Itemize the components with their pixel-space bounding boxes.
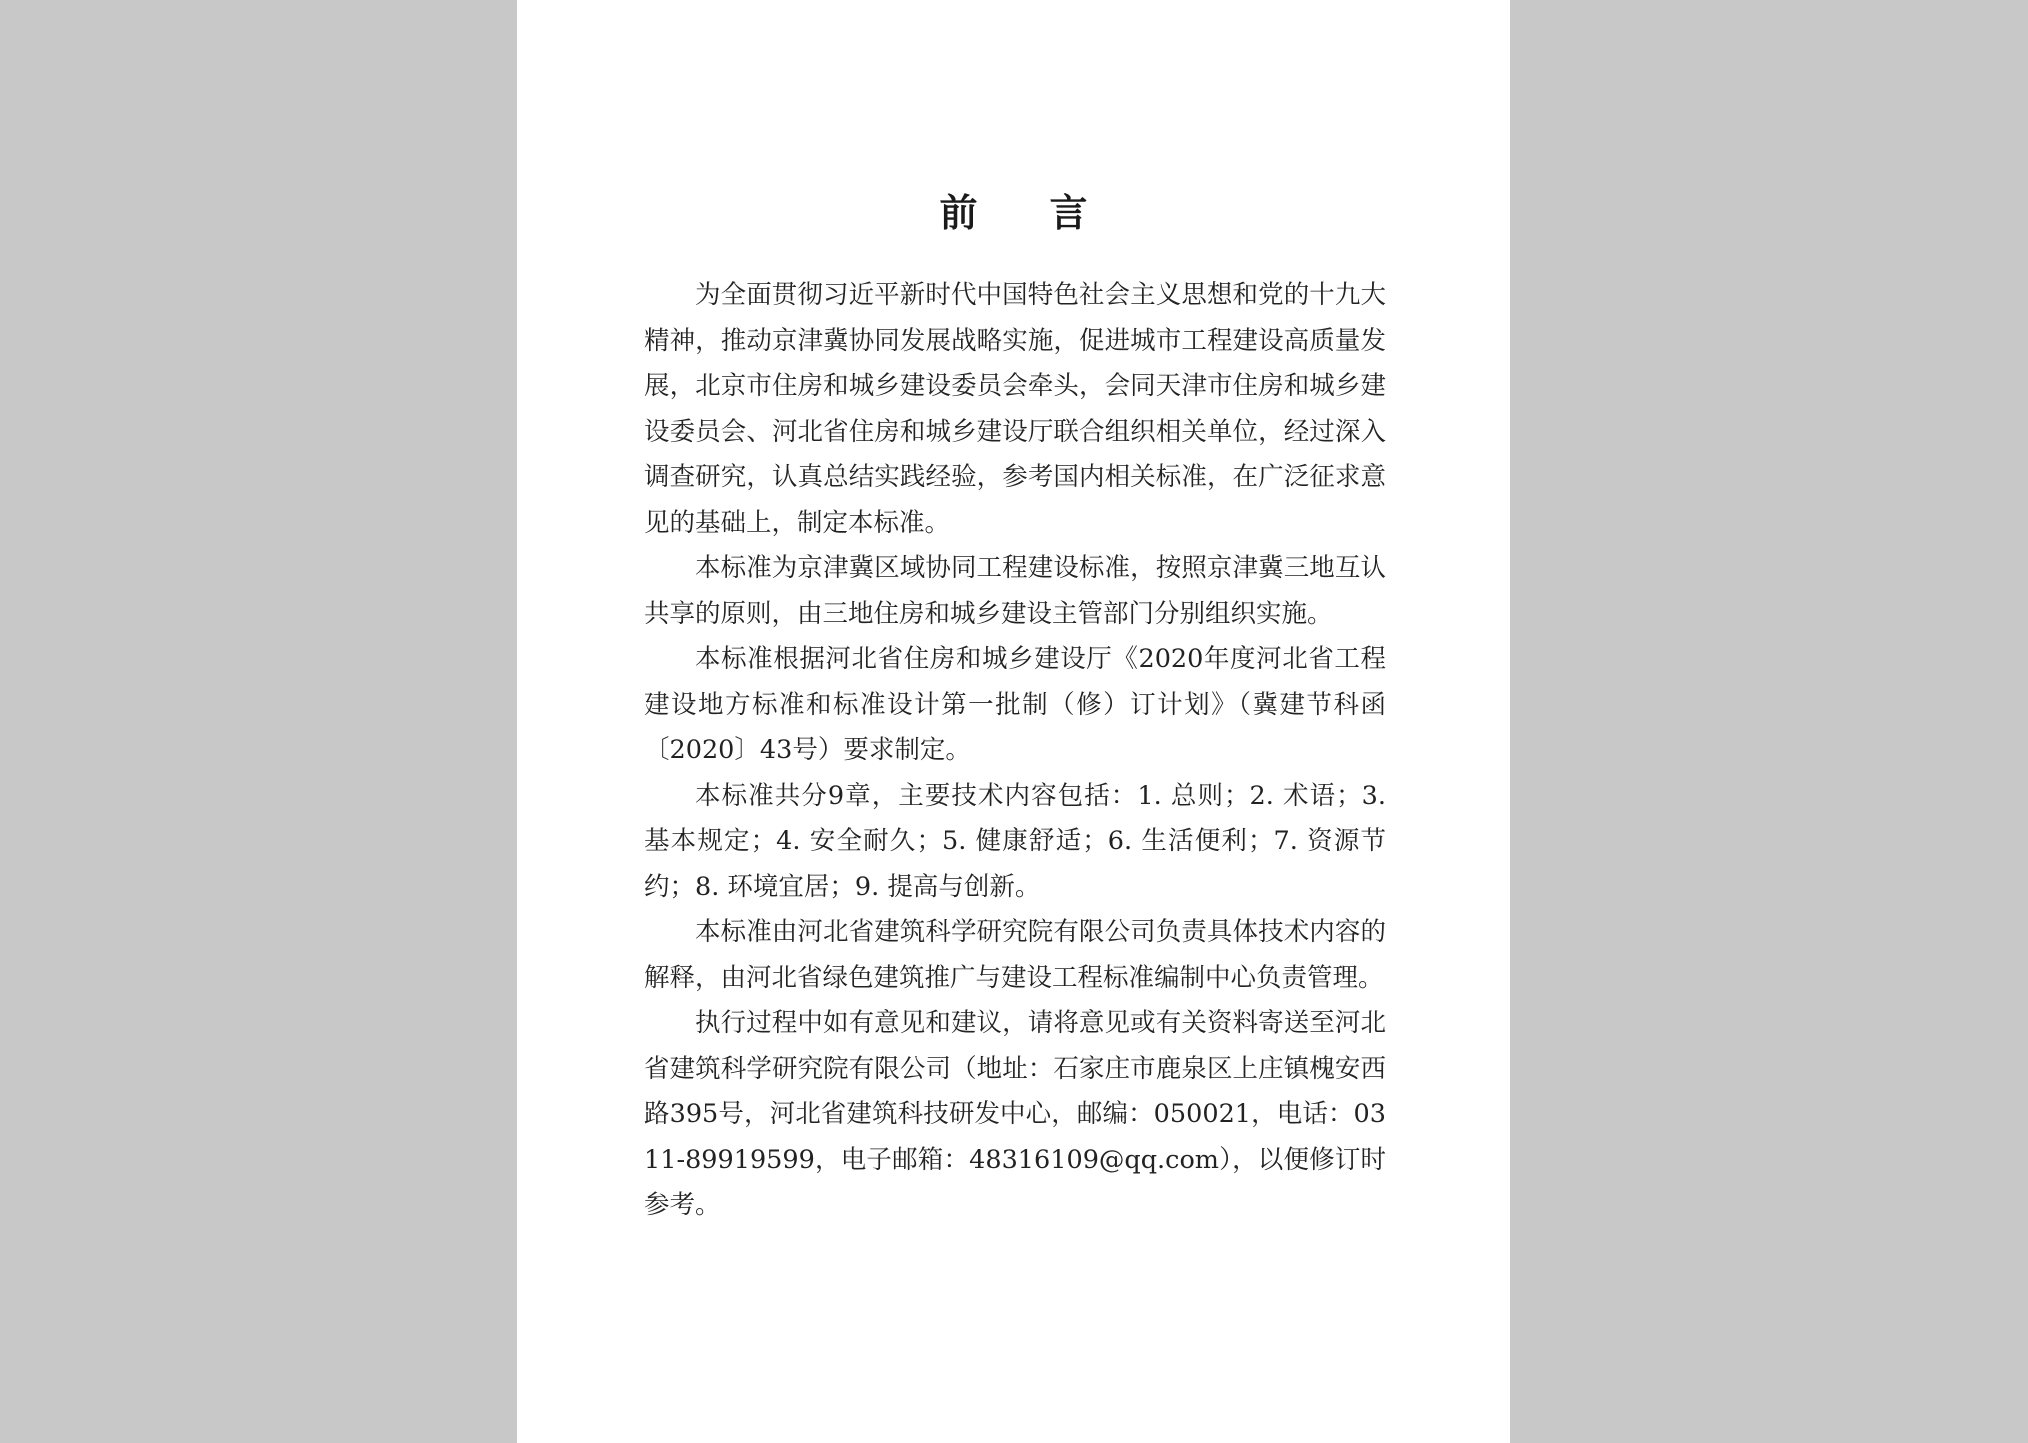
paragraph-feedback: 执行过程中如有意见和建议，请将意见或有关资料寄送至河北省建筑科学研究院有限公司（地址：石家庄市鹿泉区上庄镇槐安西路395号，河北省建筑科技研发中心，邮编：050021，电话：0311-89919599，电子邮箱：48316109@qq.com），以便修订时参考。 [644, 1008, 1386, 1220]
paragraph-basis: 本标准根据河北省住房和城乡建设厅《2020年度河北省工程建设地方标准和标准设计第一批制（修）订计划》（冀建节科函〔2020〕43号）要求制定。 [644, 644, 1386, 765]
paragraph-contents: 本标准共分9章，主要技术内容包括：1. 总则；2. 术语；3. 基本规定；4. 安全耐久；5. 健康舒适；6. 生活便利；7. 资源节约；8. 环境宜居；9. 提高与创新。 [644, 780, 1386, 902]
document-page [517, 0, 1510, 1443]
page-title: 前言 [939, 190, 1160, 235]
page-body [644, 273, 1386, 1229]
paragraph-scope: 本标准为京津冀区域协同工程建设标准，按照京津冀三地互认共享的原则，由三地住房和城乡建设主管部门分别组织实施。 [644, 553, 1386, 629]
paragraph-interpretation: 本标准由河北省建筑科学研究院有限公司负责具体技术内容的解释，由河北省绿色建筑推广与建设工程标准编制中心负责管理。 [644, 917, 1386, 993]
paragraph-purpose: 为全面贯彻习近平新时代中国特色社会主义思想和党的十九大精神，推动京津冀协同发展战略实施，促进城市工程建设高质量发展，北京市住房和城乡建设委员会牵头，会同天津市住房和城乡建设委员会、河北省住房和城乡建设厅联合组织相关单位，经过深入调查研究，认真总结实践经验，参考国内相关标准，在广泛征求意见的基础上，制定本标准。 [644, 280, 1386, 538]
